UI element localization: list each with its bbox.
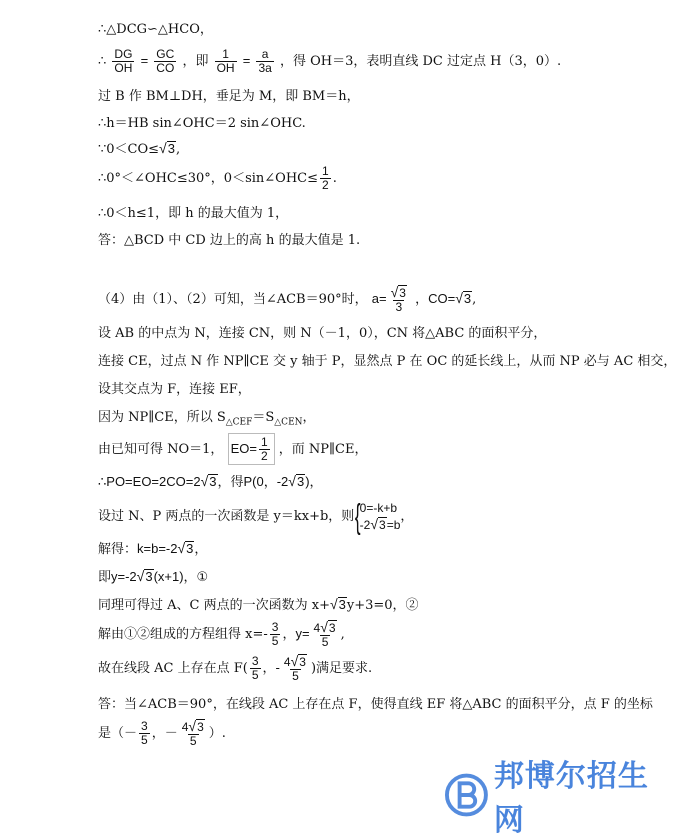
fraction: $\frac{GC}{CO}$ bbox=[156, 47, 175, 75]
text-line: ∴h＝HB sin∠OHC＝2 sin∠OHC. bbox=[98, 116, 306, 131]
text-line: （4）由（1）、（2）可知，当∠ACB＝90°时， a= √ 3 3 ，CO= √ 3 , bbox=[98, 284, 477, 314]
text-line: 由已知可得 NO＝1， EO= $\frac{1}{2}$ ，而 NP∥CE， bbox=[98, 433, 367, 465]
text-line: 过 B 作 BM⊥DH，垂足为 M，即 BM＝h， bbox=[98, 89, 360, 104]
text-line: 答：△BCD 中 CD 边上的高 h 的最大值是 1. bbox=[98, 233, 361, 248]
watermark-text: 邦博尔招生网 bbox=[493, 759, 649, 838]
sqrt-symbol: √ 3 bbox=[288, 473, 305, 489]
brace-symbol: { bbox=[355, 497, 361, 536]
fraction: 4 √ 3 5 bbox=[313, 619, 336, 649]
fraction: √ 3 3 bbox=[390, 284, 406, 314]
boxed-expression: EO= $\frac{1}{2}$ bbox=[228, 433, 275, 465]
equation-system: 0=-k+b -2 √ 3 =b bbox=[359, 500, 401, 532]
sqrt-symbol: √ 3 bbox=[159, 140, 175, 156]
text-line: 同理可得过 A、C 两点的一次函数为 x+ √ 3 y+3=0，② bbox=[98, 596, 419, 613]
b-logo-icon bbox=[445, 773, 488, 817]
text-line: 连接 CE，过点 N 作 NP∥CE 交 y 轴于 P，显然点 P 在 OC 的延长线上，从而 NP 必与 AC 相交， bbox=[98, 354, 677, 369]
fraction: $\frac{a}{3a}$ bbox=[258, 47, 272, 75]
sqrt-symbol: √ 3 bbox=[200, 473, 217, 489]
fraction: 4 √ 3 5 bbox=[181, 718, 204, 748]
text-line: 设 AB 的中点为 N，连接 CN，则 N（－1，0），CN 将△ABC 的面积平分， bbox=[98, 326, 547, 341]
fraction: $\frac{1}{OH}$ bbox=[216, 47, 235, 75]
text-line: ∵0＜CO≤ √ 3 , bbox=[98, 140, 181, 157]
text-line: 是（－ $\frac{3}{5}$ ，－ 4 √ 3 5 ）. bbox=[98, 718, 226, 748]
text-line: 解得：k=b=-2 √ 3 ， bbox=[98, 540, 208, 556]
text-line: 设其交点为 F，连接 EF， bbox=[98, 382, 251, 397]
text-line: ∴PO=EO=2CO=2 √ 3 ，得P(0，-2 √ 3 )， bbox=[98, 473, 323, 489]
text-line: 设过 N、P 两点的一次函数是 y＝kx+b，则{ 0=-k+b -2 √ 3 =b ， bbox=[98, 497, 414, 536]
text-line: ∴△DCG∽△HCO， bbox=[98, 22, 213, 37]
fraction: $\frac{1}{2}$ bbox=[322, 164, 329, 192]
text-line: ∴0＜h≤1，即 h 的最大值为 1， bbox=[98, 206, 289, 221]
text-line: ∴0°＜∠OHC≤30°，0＜sin∠OHC≤ $\frac{1}{2}$ . bbox=[98, 164, 337, 192]
watermark-logo bbox=[445, 759, 675, 838]
fraction: $\frac{3}{5}$ bbox=[251, 654, 259, 682]
text-line: 解由①②组成的方程组得 x=- $\frac{3}{5}$ ，y= 4 √ 3 5 , bbox=[98, 619, 345, 649]
sqrt-symbol: √ 3 bbox=[329, 596, 346, 612]
text-line: 即y=-2 √ 3 (x+1)，① bbox=[98, 568, 209, 584]
fraction: $\frac{3}{5}$ bbox=[271, 620, 279, 648]
fraction: $\frac{DG}{OH}$ bbox=[114, 47, 133, 75]
fraction: $\frac{3}{5}$ bbox=[141, 719, 148, 747]
text-line: ∴ $\frac{DG}{OH}$ = $\frac{GC}{CO}$ ，即 $\frac{1}{OH}$ = $\frac{a}{3a}$ ，得 OH＝3，表明直线 DC 过定点 H（3，0）. bbox=[98, 47, 562, 75]
text-line: 答：当∠ACB＝90°，在线段 AC 上存在点 F，使得直线 EF 将△ABC 的面积平分，点 F 的坐标 bbox=[98, 697, 653, 712]
text-line: 因为 NP∥CE，所以 $S_{\triangle CEF}=S_{\triangle CEN}$， bbox=[98, 410, 316, 428]
sqrt-symbol: √ 3 bbox=[455, 290, 472, 306]
text-line: 故在线段 AC 上存在点 F( $\frac{3}{5}$ ，- 4 √ 3 5 )满足要求. bbox=[98, 653, 373, 683]
fraction: 4 √ 3 5 bbox=[283, 653, 306, 683]
sqrt-symbol: √ 3 bbox=[177, 540, 194, 556]
sqrt-symbol: √ 3 bbox=[136, 568, 153, 584]
